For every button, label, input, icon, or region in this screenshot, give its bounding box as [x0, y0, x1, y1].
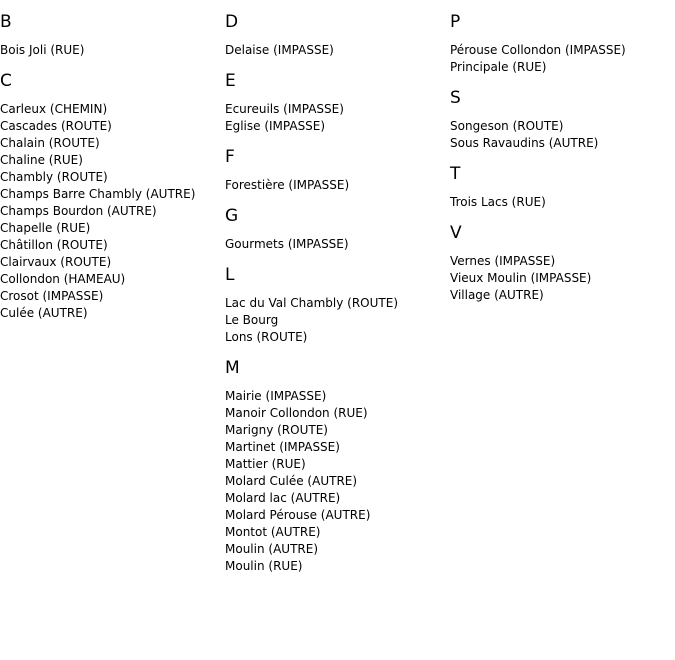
street-item: Châtillon (ROUTE) [0, 238, 108, 252]
street-item: Forestière (IMPASSE) [225, 178, 350, 192]
street-item: Lac du Val Chambly (ROUTE) [225, 296, 399, 310]
street-list [450, 253, 675, 304]
street-item: Village (AUTRE) [450, 288, 544, 302]
street-item: Principale (RUE) [450, 60, 547, 74]
street-item: Champs Bourdon (AUTRE) [0, 204, 157, 218]
street-item: Martinet (IMPASSE) [225, 440, 340, 454]
street-item: Chambly (ROUTE) [0, 170, 108, 184]
street-list [225, 236, 450, 253]
street-item: Molard lac (AUTRE) [225, 491, 341, 505]
street-item: Clairvaux (ROUTE) [0, 255, 112, 269]
street-item: Vieux Moulin (IMPASSE) [450, 271, 592, 285]
letter-heading: D [225, 12, 239, 32]
street-item: Carleux (CHEMIN) [0, 102, 108, 116]
street-item: Trois Lacs (RUE) [450, 195, 546, 209]
street-list [450, 194, 675, 211]
street-item: Champs Barre Chambly (AUTRE) [0, 187, 196, 201]
letter-group [0, 71, 225, 322]
letter-heading: B [0, 12, 12, 32]
letter-group [450, 88, 675, 152]
letter-group [225, 12, 450, 59]
letter-heading: C [0, 71, 12, 91]
street-item: Montot (AUTRE) [225, 525, 321, 539]
street-item: Chapelle (RUE) [0, 221, 91, 235]
street-item: Gourmets (IMPASSE) [225, 237, 349, 251]
street-list [225, 177, 450, 194]
letter-group [225, 358, 450, 575]
street-list [0, 42, 225, 59]
index-column [225, 12, 450, 587]
street-item: Pérouse Collondon (IMPASSE) [450, 43, 626, 57]
street-item: Manoir Collondon (RUE) [225, 406, 368, 420]
letter-group [450, 223, 675, 304]
street-item: Cascades (ROUTE) [0, 119, 112, 133]
street-item: Chaline (RUE) [0, 153, 83, 167]
street-item: Moulin (RUE) [225, 559, 303, 573]
letter-heading: T [450, 164, 461, 184]
street-item: Mairie (IMPASSE) [225, 389, 327, 403]
street-item: Eglise (IMPASSE) [225, 119, 326, 133]
street-item: Ecureuils (IMPASSE) [225, 102, 344, 116]
street-item: Delaise (IMPASSE) [225, 43, 334, 57]
letter-heading: F [225, 147, 235, 167]
street-item: Marigny (ROUTE) [225, 423, 328, 437]
street-item: Songeson (ROUTE) [450, 119, 564, 133]
street-item: Bois Joli (RUE) [0, 43, 85, 57]
street-item: Moulin (AUTRE) [225, 542, 318, 556]
street-list [450, 42, 675, 76]
street-item: Culée (AUTRE) [0, 306, 88, 320]
letter-group [225, 147, 450, 194]
letter-group [225, 71, 450, 135]
street-item: Molard Culée (AUTRE) [225, 474, 358, 488]
letter-heading: E [225, 71, 236, 91]
street-item: Chalain (ROUTE) [0, 136, 100, 150]
letter-heading: L [225, 265, 235, 285]
letter-group [450, 164, 675, 211]
street-item: Crosot (IMPASSE) [0, 289, 104, 303]
letter-group [0, 12, 225, 59]
street-list [225, 388, 450, 575]
street-item: Vernes (IMPASSE) [450, 254, 556, 268]
street-list [0, 101, 225, 322]
letter-group [450, 12, 675, 76]
street-item: Collondon (HAMEAU) [0, 272, 126, 286]
street-item: Sous Ravaudins (AUTRE) [450, 136, 599, 150]
letter-heading: M [225, 358, 240, 378]
letter-group [225, 206, 450, 253]
street-item: Molard Pérouse (AUTRE) [225, 508, 371, 522]
letter-group [225, 265, 450, 346]
letter-heading: V [450, 223, 462, 243]
street-item: Le Bourg [225, 313, 279, 327]
letter-heading: S [450, 88, 461, 108]
street-item: Mattier (RUE) [225, 457, 306, 471]
street-list [225, 101, 450, 135]
street-list [225, 42, 450, 59]
street-item: Lons (ROUTE) [225, 330, 308, 344]
letter-heading: G [225, 206, 239, 226]
street-list [225, 295, 450, 346]
index-column [450, 12, 675, 316]
index-column [0, 12, 225, 334]
street-list [450, 118, 675, 152]
letter-heading: P [450, 12, 461, 32]
